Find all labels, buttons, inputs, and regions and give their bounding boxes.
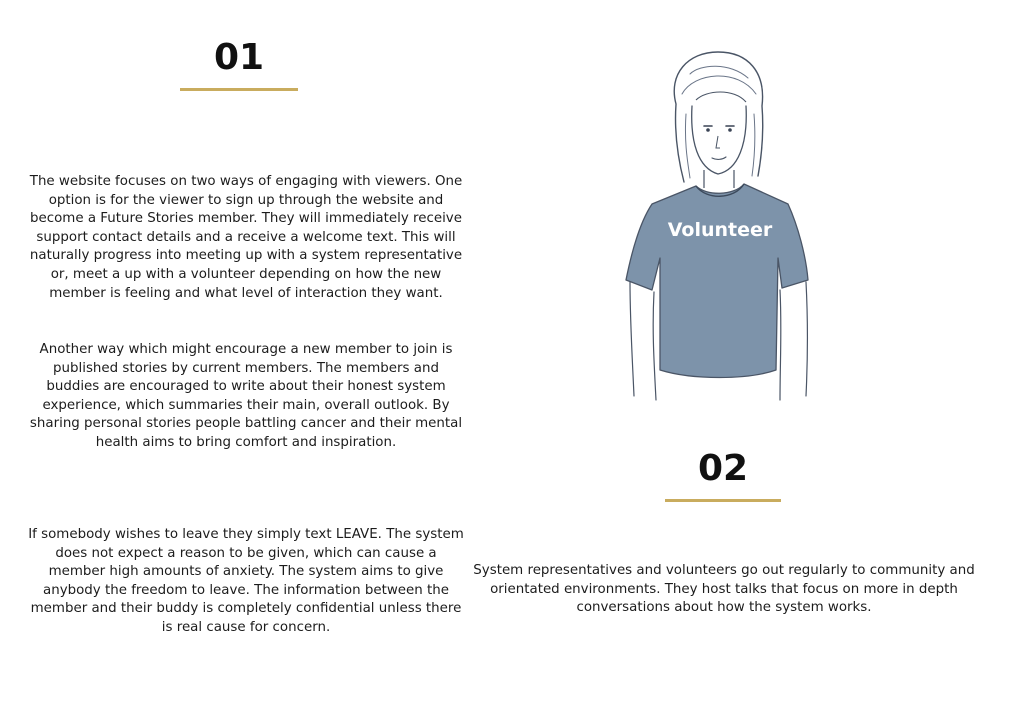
community-paragraph: System representatives and volunteers go out regularly to community and orientated environments. They host talks that focus on more in depth conversations about how the system works.: [473, 563, 975, 616]
volunteer-shirt-label: Volunteer: [667, 219, 773, 241]
face-sketch: [692, 106, 747, 174]
section-number-01: 01: [213, 37, 265, 78]
engagement-paragraph: The website focuses on two ways of engaging with viewers. One option is for the viewer to sign up through the website and become a Future Stories member. They will immediately receive support contact details and a receive a welcome text. This will naturally progress into meeting up with a system representative or, meet a up with a volunteer depending on how the new member is feeling and what level of interaction they want.: [29, 174, 463, 301]
leaving-paragraph: If somebody wishes to leave they simply text LEAVE. The system does not expect a reason to be given, which can cause a member high amounts of anxiety. The system aims to give anybody the freedom to leave. The information between the member and their buddy is completely confidential unless there is real cause for concern.: [28, 527, 464, 635]
section-number-02: 02: [697, 448, 749, 489]
volunteer-illustration: [610, 44, 830, 406]
stories-paragraph: Another way which might encourage a new member to join is published stories by current members. The members and buddies are encouraged to write about their honest system experience, which summaries their main, overall outlook. By sharing personal stories people battling cancer and their mental health aims to bring comfort and inspiration.: [29, 342, 463, 450]
section-divider-01: [180, 88, 298, 91]
section-divider-02: [665, 499, 781, 502]
